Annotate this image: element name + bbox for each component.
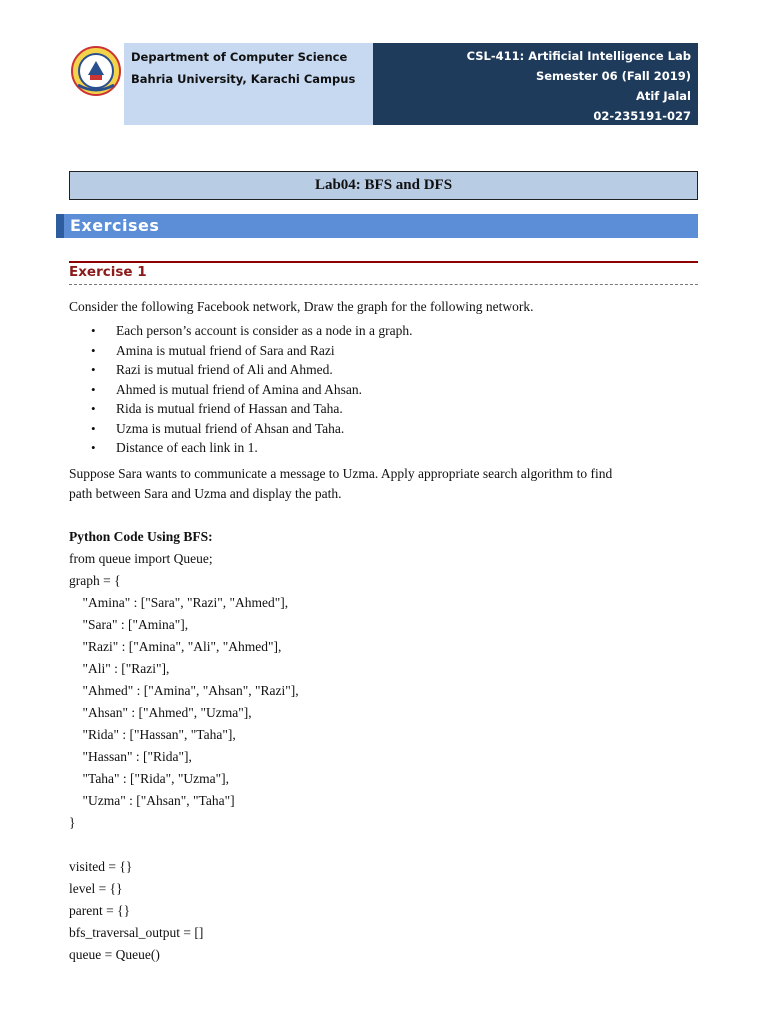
exercise-dashed-rule [69,284,698,285]
exercise-top-rule [69,261,698,263]
course-name: CSL-411: Artificial Intelligence Lab [466,49,691,63]
code-line: "Uzma" : ["Ahsan", "Taha"] [69,793,235,808]
header-course-block [373,43,698,125]
department-name: Department of Computer Science [131,50,348,64]
code-line: } [69,815,76,830]
list-item: • Ahmed is mutual friend of Amina and Ahsan. [91,381,362,397]
code-line: visited = {} [69,859,133,874]
student-id: 02-235191-027 [593,109,691,123]
code-line: "Sara" : ["Amina"], [69,617,189,632]
exercise-bullets [91,321,413,458]
code-line: "Hassan" : ["Rida"], [69,749,192,764]
list-item: • Uzma is mutual friend of Ahsan and Taha. [91,420,345,436]
code-line: "Rida" : ["Hassan", "Taha"], [69,727,236,742]
exercises-section-bar [56,214,698,238]
section-title: Exercises [64,214,698,238]
code-block [69,526,299,966]
code-line: bfs_traversal_output = [] [69,925,204,940]
list-item: • Razi is mutual friend of Ali and Ahmed. [91,362,333,377]
list-item: • Distance of each link in 1. [91,440,258,455]
list-item: • Amina is mutual friend of Sara and Razi [91,342,335,358]
list-item: • Rida is mutual friend of Hassan and Taha. [91,401,343,416]
exercise-intro: Consider the following Facebook network, Draw the graph for the following network. [69,299,534,314]
header-department-block [124,43,373,125]
code-line: "Taha" : ["Rida", "Uzma"], [69,771,229,786]
code-line: "Ahsan" : ["Ahmed", "Uzma"], [69,705,252,720]
lab-title: Lab04: BFS and DFS [69,171,698,200]
code-line: "Amina" : ["Sara", "Razi", "Ahmed"], [69,595,289,610]
code-line: from queue import Queue; [69,551,213,566]
code-line: parent = {} [69,903,131,918]
code-line: "Ali" : ["Razi"], [69,661,170,676]
code-line: "Razi" : ["Amina", "Ali", "Ahmed"], [69,639,282,654]
code-line [69,834,299,856]
semester: Semester 06 (Fall 2019) [535,69,691,83]
task-description-line-2: path between Sara and Uzma and display the path. [69,486,342,501]
university-name: Bahria University, Karachi Campus [131,72,356,86]
code-line: queue = Queue() [69,947,160,962]
task-description-line-1: Suppose Sara wants to communicate a message to Uzma. Apply appropriate search algorithm to find [69,466,613,481]
university-logo [70,45,122,97]
exercise-heading: Exercise 1 [69,264,147,280]
code-line: level = {} [69,881,123,896]
code-heading: Python Code Using BFS: [69,529,213,544]
code-line: graph = { [69,573,121,588]
list-item: • Each person’s account is consider as a node in a graph. [91,323,413,338]
section-accent [56,214,64,238]
code-line: "Ahmed" : ["Amina", "Ahsan", "Razi"], [69,683,299,698]
student-name: Atif Jalal [635,89,691,103]
